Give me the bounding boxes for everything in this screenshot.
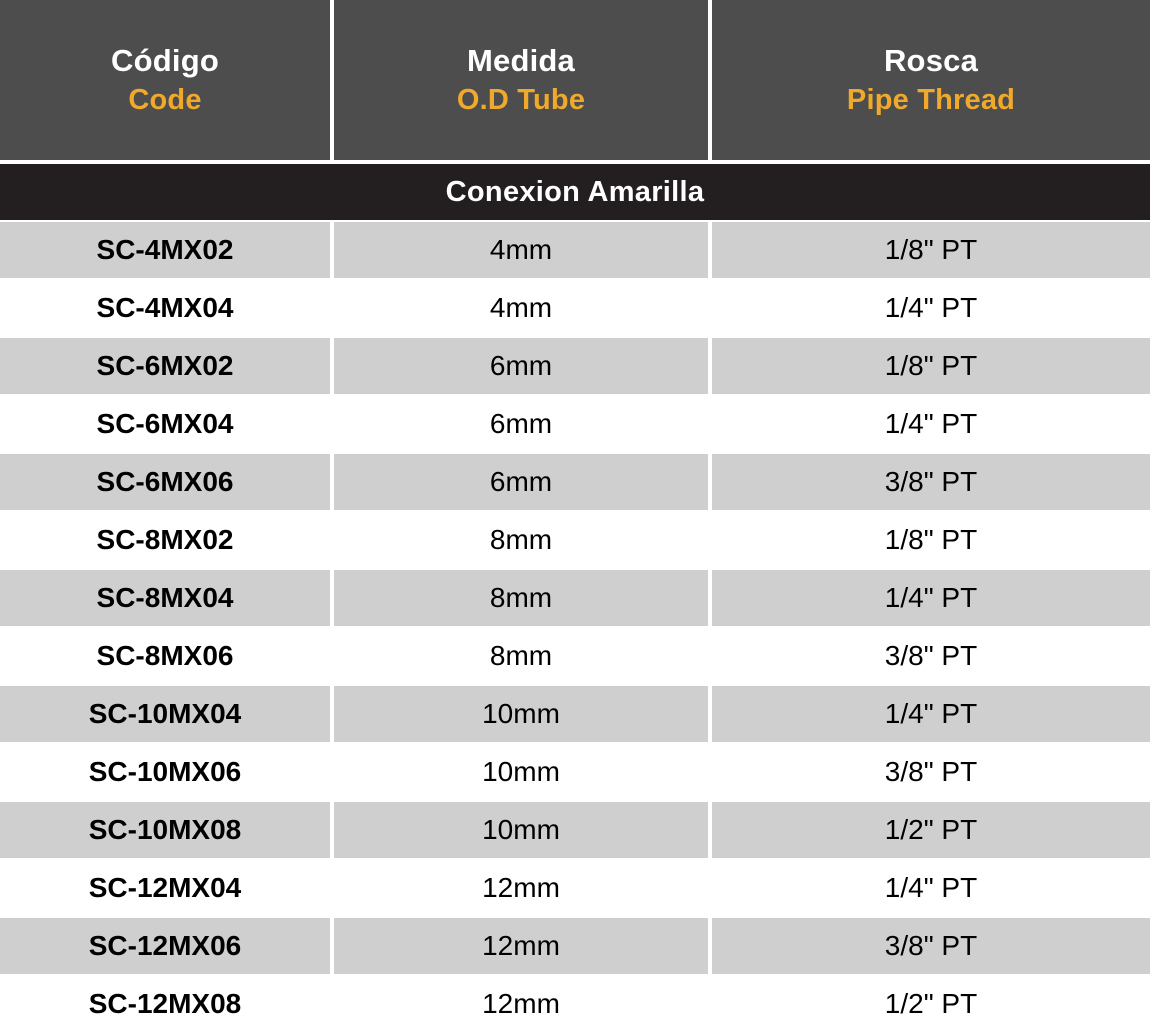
cell-size: 4mm xyxy=(332,279,710,337)
column-header-code-es: Código xyxy=(111,42,219,78)
table-row xyxy=(0,685,1150,743)
cell-thread: 1/4" PT xyxy=(710,685,1150,743)
cell-code: SC-6MX02 xyxy=(0,337,332,395)
cell-code: SC-8MX02 xyxy=(0,511,332,569)
cell-size: 12mm xyxy=(332,859,710,917)
cell-size: 12mm xyxy=(332,975,710,1033)
cell-code: SC-6MX06 xyxy=(0,453,332,511)
cell-thread: 1/4" PT xyxy=(710,859,1150,917)
table-row xyxy=(0,859,1150,917)
cell-size: 6mm xyxy=(332,453,710,511)
cell-size: 10mm xyxy=(332,743,710,801)
cell-thread: 3/8" PT xyxy=(710,627,1150,685)
column-header-code xyxy=(0,0,332,162)
column-header-size-en: O.D Tube xyxy=(456,84,586,117)
cell-thread: 1/4" PT xyxy=(710,395,1150,453)
column-header-size xyxy=(332,0,710,162)
cell-thread: 1/4" PT xyxy=(710,279,1150,337)
cell-size: 6mm xyxy=(332,337,710,395)
cell-size: 10mm xyxy=(332,801,710,859)
cell-size: 8mm xyxy=(332,627,710,685)
cell-thread: 3/8" PT xyxy=(710,453,1150,511)
cell-size: 8mm xyxy=(332,511,710,569)
cell-thread: 1/8" PT xyxy=(710,221,1150,279)
cell-code: SC-4MX04 xyxy=(0,279,332,337)
table-row xyxy=(0,221,1150,279)
table-row xyxy=(0,337,1150,395)
cell-code: SC-10MX08 xyxy=(0,801,332,859)
cell-size: 6mm xyxy=(332,395,710,453)
cell-thread: 3/8" PT xyxy=(710,743,1150,801)
column-header-size-es: Medida xyxy=(467,42,575,78)
column-header-thread-en: Pipe Thread xyxy=(846,84,1016,117)
table-row xyxy=(0,627,1150,685)
cell-code: SC-12MX04 xyxy=(0,859,332,917)
cell-code: SC-8MX04 xyxy=(0,569,332,627)
cell-thread: 3/8" PT xyxy=(710,917,1150,975)
table-row xyxy=(0,453,1150,511)
table-row xyxy=(0,279,1150,337)
cell-thread: 1/2" PT xyxy=(710,801,1150,859)
cell-thread: 1/2" PT xyxy=(710,975,1150,1033)
cell-code: SC-8MX06 xyxy=(0,627,332,685)
cell-code: SC-4MX02 xyxy=(0,221,332,279)
cell-size: 12mm xyxy=(332,917,710,975)
section-title: Conexion Amarilla xyxy=(0,162,1150,221)
cell-thread: 1/8" PT xyxy=(710,511,1150,569)
column-header-code-en: Code xyxy=(128,84,202,117)
table-row xyxy=(0,395,1150,453)
cell-code: SC-12MX08 xyxy=(0,975,332,1033)
table-row xyxy=(0,801,1150,859)
table-row xyxy=(0,511,1150,569)
table-row xyxy=(0,917,1150,975)
table-body xyxy=(0,162,1150,1033)
table-row xyxy=(0,975,1150,1033)
table-row xyxy=(0,569,1150,627)
cell-code: SC-6MX04 xyxy=(0,395,332,453)
cell-code: SC-10MX06 xyxy=(0,743,332,801)
header-row xyxy=(0,0,1150,162)
cell-size: 4mm xyxy=(332,221,710,279)
cell-thread: 1/4" PT xyxy=(710,569,1150,627)
cell-size: 10mm xyxy=(332,685,710,743)
column-header-thread xyxy=(710,0,1150,162)
cell-size: 8mm xyxy=(332,569,710,627)
table-header xyxy=(0,0,1150,162)
table-row xyxy=(0,743,1150,801)
column-header-thread-es: Rosca xyxy=(883,42,979,78)
cell-code: SC-12MX06 xyxy=(0,917,332,975)
cell-code: SC-10MX04 xyxy=(0,685,332,743)
section-title-row xyxy=(0,162,1150,221)
cell-thread: 1/8" PT xyxy=(710,337,1150,395)
